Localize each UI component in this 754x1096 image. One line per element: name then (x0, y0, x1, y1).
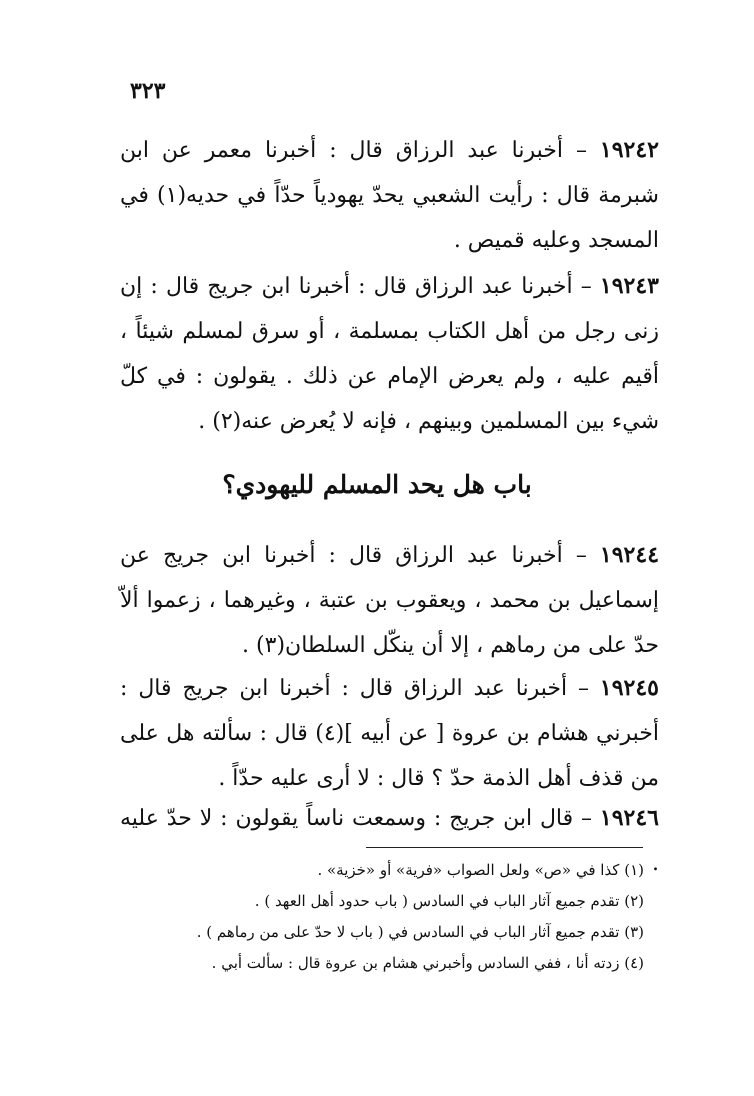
footnotes (190, 855, 644, 979)
hadith-text: أخبرنا عبد الرزاق قال : أخبرنا ابن جريج قال : أخبرني هشام بن عروة [ عن أبيه ](٤) قال : سألته هل على من قذف أهل الذمة حدّ ؟ قال : لا أرى عليه حدّاً . (120, 676, 660, 791)
hadith-number: ١٩٢٤٣ (599, 273, 659, 299)
footnote-divider (366, 847, 643, 848)
hadith-paragraph: ١٩٢٤٦ – قال ابن جريج : وسمعت ناساً يقولون : لا حدّ عليه . (120, 805, 659, 876)
hadith-paragraph: ١٩٢٤٢ – أخبرنا عبد الرزاق قال : أخبرنا معمر عن ابن شبرمة قال : رأيت الشعبي يحدّ يهودياً حدّاً في حديه(١) في المسجد وعليه قميص . (120, 137, 659, 253)
page-number: ٣٢٣ (130, 78, 166, 104)
hadith-paragraph: ١٩٢٤٤ – أخبرنا عبد الرزاق قال : أخبرنا ابن جريج عن إسماعيل بن محمد ، ويعقوب بن عتبة ، وغيرهما ، زعموا ألاّ حدّ على من رماهم ، إلا أن ينكّل السلطان(٣) . (120, 542, 660, 658)
footnote-3: (٣) تقدم جميع آثار الباب في السادس في ( باب لا حدّ على من رماهم ) . (196, 923, 644, 941)
hadith-number: ١٩٢٤٦ (599, 805, 659, 831)
hadith-paragraph: ١٩٢٤٥ – أخبرنا عبد الرزاق قال : أخبرنا ابن جريج قال : أخبرني هشام بن عروة [ عن أبيه ](٤) قال : سألته هل على من قذف أهل الذمة حدّ ؟ قال : لا أرى عليه حدّاً . (120, 675, 660, 791)
hadith-text: أخبرنا عبد الرزاق قال : أخبرنا معمر عن ابن شبرمة قال : رأيت الشعبي يحدّ يهودياً حدّاً في حديه(١) في المسجد وعليه قميص . (120, 138, 659, 253)
hadith-number: ١٩٢٤٤ (599, 542, 660, 568)
chapter-heading: باب هل يحد المسلم لليهودي؟ (222, 470, 532, 499)
hadith-number: ١٩٢٤٢ (599, 137, 659, 163)
footnote-1: (١) كذا في «ص» ولعل الصواب «فرية» أو «خزية» . (317, 861, 644, 879)
hadith-text: أخبرنا عبد الرزاق قال : أخبرنا ابن جريج قال : إن زنى رجل من أهل الكتاب بمسلمة ، أو سرق لمسلم شيئاً ، أقيم عليه ، ولم يعرض الإمام عن ذلك . يقولون : في كلّ شيء بين المسلمين وبينهم ، فإنه لا يُعرض عنه(٢) . (120, 274, 659, 434)
hadith-paragraph: ١٩٢٤٣ – أخبرنا عبد الرزاق قال : أخبرنا ابن جريج قال : إن زنى رجل من أهل الكتاب بمسلمة ، أو سرق لمسلم شيئاً ، أقيم عليه ، ولم يعرض الإمام عن ذلك . يقولون : في كلّ شيء بين المسلمين وبينهم ، فإنه لا يُعرض عنه(٢) . (120, 273, 659, 434)
hadith-text: قال ابن جريج : وسمعت ناساً يقولون : لا حدّ عليه . (120, 806, 659, 876)
footnote-4: (٤) زدته أنا ، ففي السادس وأخبرني هشام بن عروة قال : سألت أبي . (211, 954, 644, 972)
footnote-2: (٢) تقدم جميع آثار الباب في السادس ( باب حدود أهل العهد ) . (254, 892, 644, 910)
hadith-text: أخبرنا عبد الرزاق قال : أخبرنا ابن جريج عن إسماعيل بن محمد ، ويعقوب بن عتبة ، وغيرهما ، زعموا ألاّ حدّ على من رماهم ، إلا أن ينكّل السلطان(٣) . (120, 543, 659, 658)
hadith-number: ١٩٢٤٥ (599, 675, 659, 701)
